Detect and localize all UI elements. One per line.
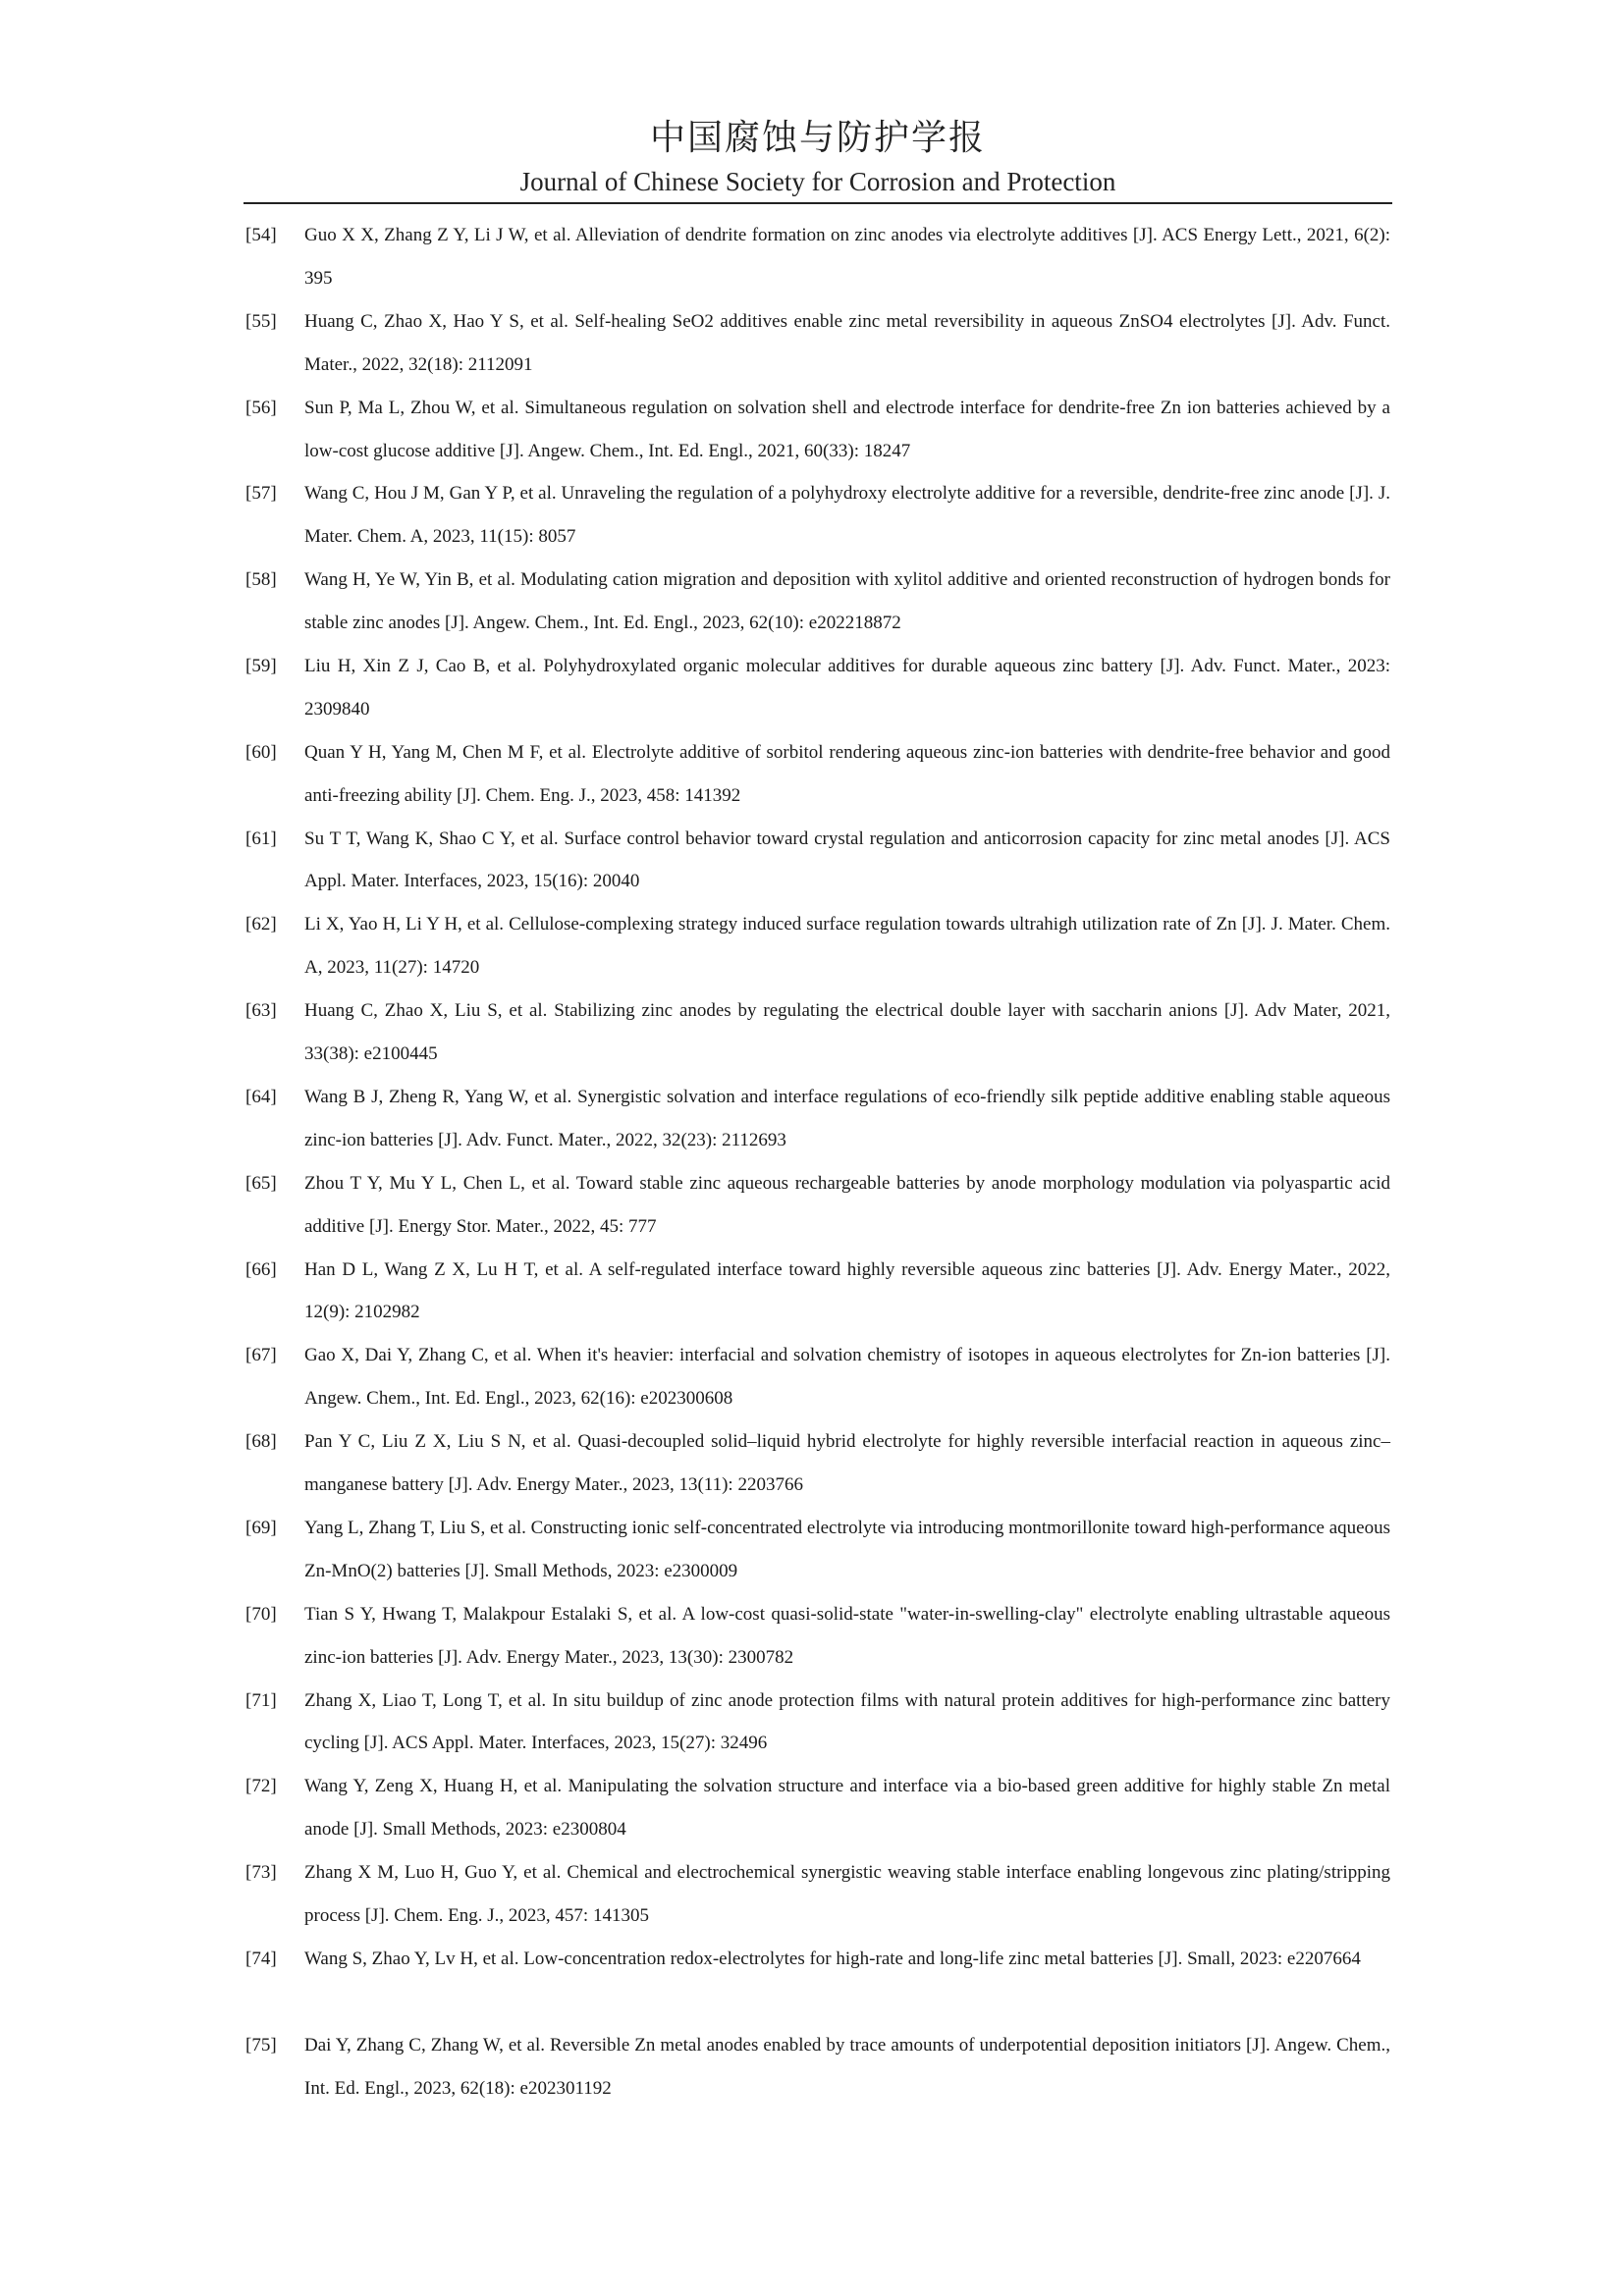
reference-item [245,989,1390,1076]
reference-item [245,1507,1390,1593]
reference-number: [68] [245,1431,277,1453]
reference-text: Huang C, Zhao X, Liu S, et al. Stabilizing zinc anodes by regulating the electrical double layer with saccharin anions [J]. Adv Mater, 2021, 33(38): e2100445 [304,1000,1390,1065]
reference-text: Han D L, Wang Z X, Lu H T, et al. A self-regulated interface toward highly reversible aqueous zinc batteries [J]. Adv. Energy Mater., 2022, 12(9): 2102982 [304,1258,1390,1323]
journal-title-chinese: 中国腐蚀与防护学报 [649,118,986,158]
reference-number: [62] [245,914,277,935]
journal-header [244,116,1392,198]
reference-list [245,214,1390,2110]
reference-number: [65] [245,1172,277,1194]
reference-text: Tian S Y, Hwang T, Malakpour Estalaki S, et al. A low-cost quasi-solid-state "water-in-swelling-clay" electrolyte enabling ultrastable aqueous zinc-ion batteries [J]. Adv. Energy Mater., 2023, 13(30): 2300782 [304,1603,1390,1668]
reference-number: [57] [245,483,277,505]
reference-text: Wang S, Zhao Y, Lv H, et al. Low-concentration redox-electrolytes for high-rate and long-life zinc metal batteries [J]. Small, 2023: e2207664 [304,1948,1361,1969]
reference-text: Wang Y, Zeng X, Huang H, et al. Manipulating the solvation structure and interface via a bio-based green additive for highly stable Zn metal anode [J]. Small Methods, 2023: e2300804 [304,1776,1390,1841]
reference-text: Dai Y, Zhang C, Zhang W, et al. Reversible Zn metal anodes enabled by trace amounts of underpotential deposition initiators [J]. Angew. Chem., Int. Ed. Engl., 2023, 62(18): e202301192 [304,2034,1390,2099]
reference-text: Wang B J, Zheng R, Yang W, et al. Synergistic solvation and interface regulations of eco-friendly silk peptide additive enabling stable aqueous zinc-ion batteries [J]. Adv. Funct. Mater., 2022, 32(23): 2112693 [304,1086,1390,1150]
reference-number: [60] [245,741,277,763]
reference-number: [74] [245,1948,277,1969]
reference-number: [75] [245,2034,277,2056]
reference-item [245,1680,1390,1766]
reference-number: [67] [245,1345,277,1366]
reference-number: [59] [245,655,277,676]
reference-text: Wang C, Hou J M, Gan Y P, et al. Unraveling the regulation of a polyhydroxy electrolyte additive for a reversible, dendrite-free zinc anode [J]. J. Mater. Chem. A, 2023, 11(15): 8057 [304,483,1390,548]
reference-item [245,2024,1390,2110]
reference-number: [66] [245,1258,277,1280]
reference-text: Huang C, Zhao X, Hao Y S, et al. Self-healing SeO2 additives enable zinc metal reversibility in aqueous ZnSO4 electrolytes [J]. Adv. Funct. Mater., 2022, 32(18): 2112091 [304,310,1390,375]
reference-item [245,214,1390,300]
reference-number: [54] [245,225,277,245]
reference-text: Liu H, Xin Z J, Cao B, et al. Polyhydroxylated organic molecular additives for durable aqueous zinc battery [J]. Adv. Funct. Mater., 2023: 2309840 [304,655,1390,720]
reference-text: Zhang X, Liao T, Long T, et al. In situ buildup of zinc anode protection films with natural protein additives for high-performance zinc battery cycling [J]. ACS Appl. Mater. Interfaces, 2023, 15(27): 32496 [304,1689,1390,1754]
reference-item [245,1162,1390,1249]
reference-number: [71] [245,1689,277,1711]
reference-text: Sun P, Ma L, Zhou W, et al. Simultaneous regulation on solvation shell and electrode interface for dendrite-free Zn ion batteries achieved by a low-cost glucose additive [J]. Angew. Chem., Int. Ed. Engl., 2021, 60(33): 18247 [304,397,1390,461]
reference-item [245,387,1390,473]
reference-text: Quan Y H, Yang M, Chen M F, et al. Electrolyte additive of sorbitol rendering aqueous zinc-ion batteries with dendrite-free behavior and good anti-freezing ability [J]. Chem. Eng. J., 2023, 458: 141392 [304,741,1390,806]
reference-item [245,1765,1390,1851]
reference-text: Zhang X M, Luo H, Guo Y, et al. Chemical and electrochemical synergistic weaving stable interface enabling longevous zinc plating/stripping process [J]. Chem. Eng. J., 2023, 457: 141305 [304,1862,1390,1927]
reference-number: [64] [245,1086,277,1107]
reference-text: Zhou T Y, Mu Y L, Chen L, et al. Toward stable zinc aqueous rechargeable batteries by anode morphology modulation via polyaspartic acid additive [J]. Energy Stor. Mater., 2022, 45: 777 [304,1172,1390,1237]
reference-item [245,1249,1390,1335]
reference-number: [69] [245,1517,277,1538]
reference-item [245,1938,1390,2024]
header-rule [244,202,1392,204]
reference-number: [72] [245,1776,277,1797]
reference-number: [55] [245,310,277,332]
reference-item [245,1334,1390,1420]
reference-item [245,818,1390,904]
reference-item [245,731,1390,818]
reference-item [245,645,1390,731]
reference-item [245,1076,1390,1162]
reference-item [245,1851,1390,1938]
reference-item [245,903,1390,989]
reference-text: Su T T, Wang K, Shao C Y, et al. Surface control behavior toward crystal regulation and anticorrosion capacity for zinc metal anodes [J]. ACS Appl. Mater. Interfaces, 2023, 15(16): 20040 [304,828,1390,892]
reference-number: [73] [245,1862,277,1884]
reference-text: Guo X X, Zhang Z Y, Li J W, et al. Alleviation of dendrite formation on zinc anodes via electrolyte additives [J]. ACS Energy Lett., 2021, 6(2): 395 [304,225,1390,289]
reference-text: Gao X, Dai Y, Zhang C, et al. When it's heavier: interfacial and solvation chemistry of isotopes in aqueous electrolytes for Zn-ion batteries [J]. Angew. Chem., Int. Ed. Engl., 2023, 62(16): e202300608 [304,1345,1390,1410]
reference-item [245,472,1390,559]
reference-text: Wang H, Ye W, Yin B, et al. Modulating cation migration and deposition with xylitol additive and oriented reconstruction of hydrogen bonds for stable zinc anodes [J]. Angew. Chem., Int. Ed. Engl., 2023, 62(10): e202218872 [304,569,1390,634]
reference-item [245,559,1390,645]
reference-number: [70] [245,1603,277,1625]
reference-number: [56] [245,397,277,418]
reference-item [245,1593,1390,1680]
reference-text: Pan Y C, Liu Z X, Liu S N, et al. Quasi-decoupled solid–liquid hybrid electrolyte for highly reversible interfacial reaction in aqueous zinc–manganese battery [J]. Adv. Energy Mater., 2023, 13(11): 2203766 [304,1431,1390,1496]
reference-number: [63] [245,1000,277,1022]
reference-item [245,1420,1390,1507]
reference-item [245,300,1390,387]
journal-title-english: Journal of Chinese Society for Corrosion and Protection [519,167,1116,196]
reference-number: [61] [245,828,277,849]
reference-text: Yang L, Zhang T, Liu S, et al. Constructing ionic self-concentrated electrolyte via introducing montmorillonite toward high-performance aqueous Zn-MnO(2) batteries [J]. Small Methods, 2023: e2300009 [304,1517,1390,1581]
reference-number: [58] [245,569,277,591]
reference-text: Li X, Yao H, Li Y H, et al. Cellulose-complexing strategy induced surface regulation towards ultrahigh utilization rate of Zn [J]. J. Mater. Chem. A, 2023, 11(27): 14720 [304,914,1390,979]
